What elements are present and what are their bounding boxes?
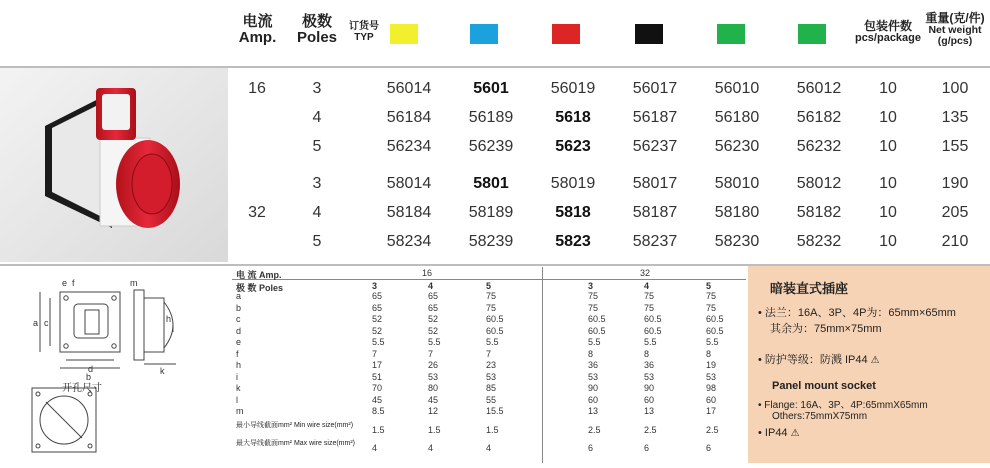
dim-b-value: 65 xyxy=(428,302,439,313)
min-wire-value: 2.5 xyxy=(588,425,601,435)
dim-i-value: 53 xyxy=(706,371,717,382)
dim-d-value: 52 xyxy=(372,325,383,336)
others-zh: 其余为：75mm×75mm xyxy=(770,323,882,335)
dim-i-label: i xyxy=(236,371,238,382)
weight-zh: 重量(克/件) xyxy=(925,11,985,25)
dim-poles-value: 3 xyxy=(372,281,378,291)
poles-value: 3 xyxy=(312,175,322,192)
dim-poles-value: 5 xyxy=(486,281,492,291)
dim-poles-value: 3 xyxy=(588,281,594,291)
dim-a-value: 75 xyxy=(706,291,717,301)
dim-a-label: a xyxy=(236,291,242,301)
dim-k-value: 90 xyxy=(588,383,599,393)
dim-amp-32: 32 xyxy=(640,268,651,278)
dim-f-value: 7 xyxy=(486,348,492,359)
ip-en: IP44 xyxy=(764,427,788,439)
socket-image xyxy=(0,68,228,262)
svg-text:a: a xyxy=(33,318,39,328)
dim-h-value: 36 xyxy=(588,360,599,370)
dim-l-value: 45 xyxy=(428,394,439,405)
dim-poles-value: 5 xyxy=(706,281,712,291)
dim-m-value: 8.5 xyxy=(372,406,385,416)
poles-en: Poles xyxy=(296,28,338,46)
dim-c-value: 52 xyxy=(372,314,383,324)
dim-c-value: 60.5 xyxy=(644,314,662,324)
package-zh: 包装件数 xyxy=(863,19,912,33)
dim-d-value: 60.5 xyxy=(486,325,504,336)
dim-amp-16: 16 xyxy=(422,268,433,278)
package-value: 10 xyxy=(879,138,897,155)
order-en: TYP xyxy=(354,31,374,43)
weight-value: 190 xyxy=(941,175,969,192)
dim-e-value: 5.5 xyxy=(372,337,385,347)
dim-m-value: 13 xyxy=(644,406,655,416)
poles-header xyxy=(292,14,342,46)
dim-k-value: 70 xyxy=(372,383,383,393)
order-code: 58234 xyxy=(386,233,432,250)
svg-text:e: e xyxy=(62,278,68,288)
dim-f-value: 8 xyxy=(644,348,650,359)
product-info-panel xyxy=(748,266,990,463)
flange-en-item xyxy=(758,396,928,411)
dim-poles-value: 4 xyxy=(428,281,434,291)
svg-text:c: c xyxy=(44,318,49,328)
bullet: • xyxy=(758,400,762,411)
dim-f-value: 7 xyxy=(372,348,378,359)
package-value: 10 xyxy=(879,175,897,192)
order-header xyxy=(343,22,385,43)
dim-amp-row xyxy=(232,267,746,280)
max-wire-value: 6 xyxy=(644,443,650,453)
poles-value: 5 xyxy=(312,138,322,155)
product-photo xyxy=(0,68,228,262)
poles-value: 4 xyxy=(312,109,322,126)
order-code: 56017 xyxy=(632,80,678,97)
dim-d-value: 60.5 xyxy=(644,325,662,336)
current-en: Amp. xyxy=(238,28,277,46)
order-code: 56184 xyxy=(386,109,432,126)
dim-c-label: c xyxy=(236,314,241,324)
dim-b-value: 75 xyxy=(706,302,717,313)
order-code: 58019 xyxy=(550,175,596,192)
color-swatch-yellow xyxy=(390,24,418,44)
dim-k-value: 80 xyxy=(428,383,439,393)
order-code: 56180 xyxy=(714,109,760,126)
dim-a-value: 75 xyxy=(644,291,655,301)
dim-col-divider xyxy=(542,267,543,463)
warning-icon: ⚠ xyxy=(870,355,880,366)
package-en: pcs/package xyxy=(854,31,922,44)
dim-h-value: 17 xyxy=(372,360,383,370)
min-wire-value: 1.5 xyxy=(372,425,385,435)
dim-h-value: 19 xyxy=(706,360,717,370)
dim-f-label: f xyxy=(236,348,239,359)
dim-poles-value: 4 xyxy=(644,281,650,291)
order-code: 5818 xyxy=(555,204,591,221)
dim-e-value: 5.5 xyxy=(706,337,719,347)
dim-h-value: 26 xyxy=(428,360,439,370)
bullet: • xyxy=(758,354,762,366)
min-wire-value: 1.5 xyxy=(428,425,441,435)
package-value: 10 xyxy=(879,233,897,250)
max-wire-value: 4 xyxy=(428,443,434,453)
dim-h-value: 23 xyxy=(486,360,497,370)
technical-drawing xyxy=(0,268,228,463)
weight-value: 100 xyxy=(941,80,969,97)
dim-d-value: 60.5 xyxy=(588,325,606,336)
order-code: 56234 xyxy=(386,138,432,155)
protect-zh: 防护等级：防溅 IP44 xyxy=(764,354,868,366)
color-swatch-green xyxy=(717,24,745,44)
poles-zh: 极数 xyxy=(301,13,332,30)
amp-value: 16 xyxy=(248,80,266,97)
bullet: • xyxy=(758,307,762,319)
flange-zh-item xyxy=(758,304,956,320)
dim-c-value: 60.5 xyxy=(588,314,606,324)
weight-value: 155 xyxy=(941,138,969,155)
dim-c-value: 60.5 xyxy=(706,314,724,324)
dim-f-value: 7 xyxy=(428,348,434,359)
dim-l-value: 55 xyxy=(486,394,497,405)
flange-en: Flange: 16A、3P、4P:65mmX65mm xyxy=(764,400,928,411)
order-code: 5823 xyxy=(555,233,591,250)
order-code: 5618 xyxy=(555,109,591,126)
dim-k-value: 85 xyxy=(486,383,497,393)
dim-d-label: d xyxy=(236,325,242,336)
order-code: 56232 xyxy=(796,138,842,155)
dim-b-label: b xyxy=(236,302,242,313)
weight-unit: (g/pcs) xyxy=(937,34,973,47)
weight-header xyxy=(922,12,988,47)
order-code: 58189 xyxy=(468,204,514,221)
max-wire-value: 6 xyxy=(706,443,712,453)
bullet: • xyxy=(758,427,762,439)
svg-text:d: d xyxy=(88,364,94,374)
dim-e-value: 5.5 xyxy=(588,337,601,347)
max-wire-value: 4 xyxy=(372,443,378,453)
dim-c-value: 52 xyxy=(428,314,439,324)
order-code: 58017 xyxy=(632,175,678,192)
dim-i-value: 53 xyxy=(428,371,439,382)
svg-text:l: l xyxy=(172,324,174,334)
dim-l-value: 60 xyxy=(588,394,599,405)
dim-a-value: 75 xyxy=(588,291,599,301)
order-code: 56019 xyxy=(550,80,596,97)
dim-m-value: 17 xyxy=(706,406,717,416)
order-code: 58180 xyxy=(714,204,760,221)
protect-zh-item xyxy=(758,351,880,367)
order-code: 5801 xyxy=(473,175,509,192)
order-code: 58232 xyxy=(796,233,842,250)
weight-value: 135 xyxy=(941,109,969,126)
order-code: 58184 xyxy=(386,204,432,221)
weight-value: 210 xyxy=(941,233,969,250)
min-wire-label: 最小导线截面mm² Min wire size(mm²) xyxy=(236,422,354,429)
dim-i-value: 53 xyxy=(644,371,655,382)
table-header xyxy=(0,0,990,66)
dim-b-value: 75 xyxy=(588,302,599,313)
dim-b-value: 75 xyxy=(644,302,655,313)
dim-a-value: 65 xyxy=(428,291,439,301)
dim-k-value: 90 xyxy=(644,383,655,393)
order-code: 56189 xyxy=(468,109,514,126)
dim-e-label: e xyxy=(236,337,242,347)
min-wire-value: 2.5 xyxy=(706,425,719,435)
dimension-drawing xyxy=(0,268,228,463)
dimension-table xyxy=(232,267,746,463)
package-header xyxy=(852,20,924,44)
order-code: 5601 xyxy=(473,80,509,97)
dim-f-value: 8 xyxy=(706,348,712,359)
dim-i-value: 51 xyxy=(372,371,383,382)
svg-text:k: k xyxy=(160,366,165,376)
dim-b-value: 75 xyxy=(486,302,497,313)
order-code: 58014 xyxy=(386,175,432,192)
order-code: 58012 xyxy=(796,175,842,192)
order-code: 58239 xyxy=(468,233,514,250)
dim-l-value: 45 xyxy=(372,394,383,405)
cutout-label: 开孔尺寸 xyxy=(62,383,102,394)
svg-text:b: b xyxy=(86,372,92,382)
svg-text:f: f xyxy=(72,278,75,288)
dim-e-value: 5.5 xyxy=(644,337,657,347)
current-header xyxy=(230,14,285,46)
dim-f-value: 8 xyxy=(588,348,594,359)
min-wire-value: 2.5 xyxy=(644,425,657,435)
order-code: 58187 xyxy=(632,204,678,221)
dim-l-value: 60 xyxy=(644,394,655,405)
dim-l-label: l xyxy=(236,394,238,405)
dim-i-value: 53 xyxy=(588,371,599,382)
order-code: 56012 xyxy=(796,80,842,97)
warning-icon: ⚠ xyxy=(790,428,800,439)
dim-k-label: k xyxy=(236,383,241,393)
svg-text:m: m xyxy=(130,278,138,288)
flange-zh: 法兰：16A、3P、4P为：65mm×65mm xyxy=(764,307,956,319)
order-code: 56237 xyxy=(632,138,678,155)
poles-value: 4 xyxy=(312,204,322,221)
weight-value: 205 xyxy=(941,204,969,221)
current-zh: 电流 xyxy=(242,13,273,30)
dim-l-value: 60 xyxy=(706,394,717,405)
poles-value: 5 xyxy=(312,233,322,250)
order-code: 56182 xyxy=(796,109,842,126)
order-code: 58182 xyxy=(796,204,842,221)
dim-a-value: 75 xyxy=(486,291,497,301)
dim-amp-label: 电 流 Amp. xyxy=(236,270,282,280)
max-wire-value: 4 xyxy=(486,443,492,453)
max-wire-value: 6 xyxy=(588,443,594,453)
info-title-en: Panel mount socket xyxy=(772,380,876,392)
color-swatch-blue xyxy=(470,24,498,44)
dim-e-value: 5.5 xyxy=(486,337,499,347)
order-code: 56187 xyxy=(632,109,678,126)
dim-c-value: 60.5 xyxy=(486,314,504,324)
color-swatch-green-2 xyxy=(798,24,826,44)
package-value: 10 xyxy=(879,204,897,221)
amp-value: 32 xyxy=(248,204,266,221)
dim-b-value: 65 xyxy=(372,302,383,313)
dim-e-value: 5.5 xyxy=(428,337,441,347)
order-code: 58230 xyxy=(714,233,760,250)
dim-poles-label: 极 数 Poles xyxy=(236,283,284,293)
color-swatch-black xyxy=(635,24,663,44)
dim-m-value: 12 xyxy=(428,406,439,416)
order-code: 58010 xyxy=(714,175,760,192)
package-value: 10 xyxy=(879,80,897,97)
dim-i-value: 53 xyxy=(486,371,497,382)
order-code: 56014 xyxy=(386,80,432,97)
min-wire-value: 1.5 xyxy=(486,425,499,435)
dim-h-value: 36 xyxy=(644,360,655,370)
order-code: 58237 xyxy=(632,233,678,250)
dim-d-value: 52 xyxy=(428,325,439,336)
dim-a-value: 65 xyxy=(372,291,383,301)
svg-text:h: h xyxy=(166,314,172,324)
order-code: 5623 xyxy=(555,138,591,155)
order-code: 56230 xyxy=(714,138,760,155)
info-title-zh: 暗装直式插座 xyxy=(770,281,849,296)
dim-m-value: 13 xyxy=(588,406,599,416)
weight-en: Net weight xyxy=(928,23,982,36)
dim-m-value: 15.5 xyxy=(486,406,504,416)
package-value: 10 xyxy=(879,109,897,126)
dim-h-label: h xyxy=(236,360,242,370)
color-swatch-red xyxy=(552,24,580,44)
dim-d-value: 60.5 xyxy=(706,325,724,336)
others-en: Others:75mmX75mm xyxy=(772,411,868,422)
ip-en-item xyxy=(758,427,800,439)
order-code: 56239 xyxy=(468,138,514,155)
dim-k-value: 98 xyxy=(706,383,717,393)
order-zh: 订货号 xyxy=(349,21,379,32)
order-code: 56010 xyxy=(714,80,760,97)
max-wire-label: 最大导线截面mm² Max wire size(mm²) xyxy=(236,440,355,447)
poles-value: 3 xyxy=(312,80,322,97)
dim-m-label: m xyxy=(236,406,244,416)
